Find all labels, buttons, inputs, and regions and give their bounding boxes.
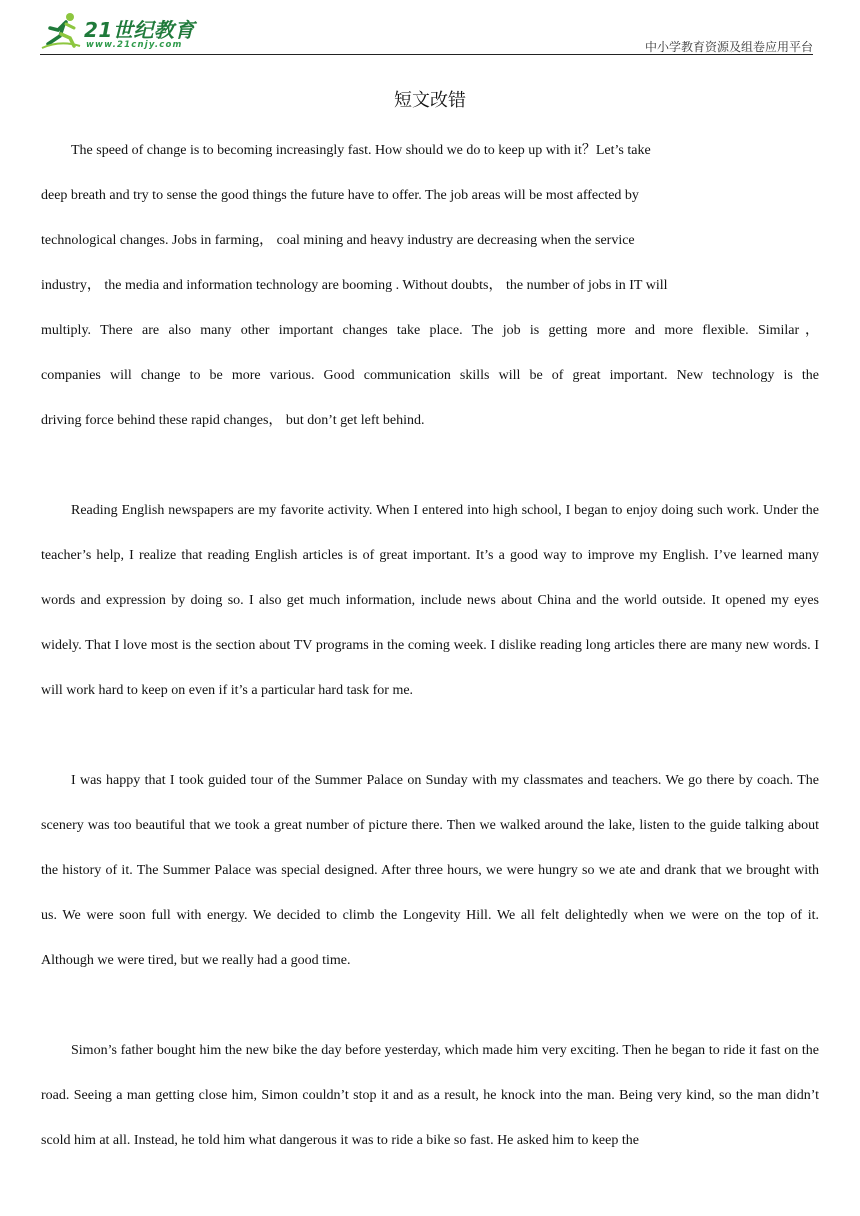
logo-url: www.21cnjy.com xyxy=(86,40,183,50)
logo-text: 21世纪教育 xyxy=(84,18,195,42)
page-title: 短文改错 xyxy=(394,90,466,111)
paragraph-gap xyxy=(41,983,819,1028)
page-header xyxy=(40,8,813,56)
passage-1 xyxy=(41,128,819,443)
passage-1-line: deep breath and try to sense the good things the future have to offer. The job areas will be most affected by xyxy=(41,188,639,203)
passage-1-line: driving force behind these rapid changes， but don’t get left behind. xyxy=(41,413,425,428)
running-figure-logo-icon xyxy=(40,10,84,50)
passage-4: Simon’s father bought him the new bike the day before yesterday, which made him very exciting. Then he began to ride it fast on the road. Seeing a man getting close him, Simon couldn’t stop it and as a result, he knock into the man. Being very kind, so the man didn’t scold him at all. Instead, he told him what dangerous it was to ride a bike so fast. He asked him to keep the xyxy=(41,1043,819,1148)
passage-1-line: companies will change to be more various. Good communication skills will be of great important. New technology is the xyxy=(41,368,819,383)
passage-1-line: technological changes. Jobs in farming， coal mining and heavy industry are decreasing when the service xyxy=(41,233,635,248)
passage-1-line: industry， the media and information technology are booming . Without doubts， the number of jobs in IT will xyxy=(41,278,668,293)
header-divider xyxy=(40,54,813,55)
passage-1-line: multiply. There are also many other important changes take place. The job is getting more and more flexible. Similar， xyxy=(41,323,819,338)
document-body xyxy=(41,128,819,1163)
paragraph-gap xyxy=(41,713,819,758)
logo xyxy=(40,10,210,54)
paragraph-gap xyxy=(41,443,819,488)
passage-2: Reading English newspapers are my favorite activity. When I entered into high school, I began to enjoy doing such work. Under the teacher’s help, I realize that reading English articles is of great important. It’s a good way to improve my English. I’ve learned many words and expression by doing so. I also get much information, include news about China and the world outside. It opened my eyes widely. That I love most is the section about TV programs in the coming week. I dislike reading long articles there are many new words. I will work hard to keep on even if it’s a particular hard task for me. xyxy=(41,503,819,698)
platform-label: 中小学教育资源及组卷应用平台 xyxy=(644,40,813,54)
passage-3: I was happy that I took guided tour of the Summer Palace on Sunday with my classmates and teachers. We go there by coach. The scenery was too beautiful that we took a great number of picture there. Then we walked around the lake, listen to the guide talking about the history of it. The Summer Palace was special designed. After three hours, we were hungry so we ate and drank that we brought with us. We were soon full with energy. We decided to climb the Longevity Hill. We all felt delightedly when we were on the top of it. Although we were tired, but we really had a good time. xyxy=(41,773,819,968)
passage-1-line: The speed of change is to becoming increasingly fast. How should we do to keep up with it？Let’s take xyxy=(71,143,651,158)
